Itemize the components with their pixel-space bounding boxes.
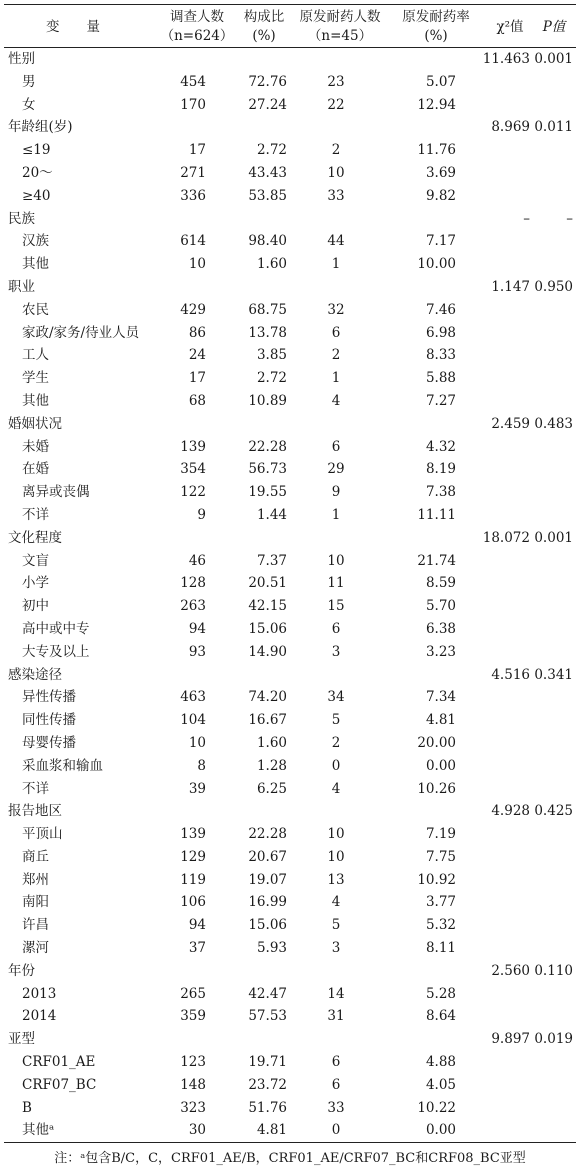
category-label: 汉族	[22, 233, 49, 250]
table-row	[4, 732, 576, 755]
surveyed-count: 139	[180, 826, 206, 843]
resistant-count: 0	[331, 1122, 341, 1139]
category-label: 异性传播	[22, 689, 76, 706]
surveyed-count: 429	[180, 301, 206, 318]
table-row	[4, 94, 576, 117]
table-row	[4, 367, 576, 390]
p-value: 0.019	[534, 1031, 573, 1048]
resistant-count: 6	[331, 1076, 341, 1093]
resistant-rate: 8.19	[425, 461, 456, 478]
surveyed-count: 17	[188, 142, 206, 159]
proportion-value: 7.37	[256, 552, 287, 569]
proportion-value: 15.06	[248, 620, 287, 637]
proportion-value: 1.60	[256, 256, 287, 273]
surveyed-count: 37	[188, 940, 206, 957]
p-value: 0.011	[534, 119, 573, 136]
table-row	[4, 914, 576, 937]
resistant-count: 10	[327, 826, 345, 843]
table-row	[4, 755, 576, 778]
p-value: 0.001	[534, 529, 573, 546]
group-label: 婚姻状况	[8, 415, 62, 432]
group-row	[4, 116, 576, 139]
p-value: 0.110	[534, 962, 573, 979]
p-value: 0.950	[534, 278, 573, 295]
chi-square-value: –	[523, 210, 530, 227]
resistant-rate: 7.75	[425, 848, 456, 865]
resistant-count: 11	[327, 575, 345, 592]
p-value: 0.483	[534, 415, 573, 432]
resistant-rate: 5.32	[425, 917, 456, 934]
table-row	[4, 709, 576, 732]
surveyed-count: 123	[180, 1054, 206, 1071]
resistant-count: 15	[327, 598, 345, 615]
table-row	[4, 1074, 576, 1097]
surveyed-count: 30	[188, 1122, 206, 1139]
proportion-value: 1.44	[256, 506, 287, 523]
category-label: 2013	[22, 985, 57, 1002]
surveyed-count: 8	[197, 757, 206, 774]
proportion-value: 53.85	[248, 187, 287, 204]
table-row	[4, 71, 576, 94]
surveyed-count: 106	[180, 894, 206, 911]
chi-square-value: 1.147	[491, 278, 530, 295]
surveyed-count: 354	[180, 461, 206, 478]
surveyed-count: 46	[188, 552, 206, 569]
resistant-count: 33	[327, 187, 345, 204]
surveyed-count: 24	[188, 347, 206, 364]
header-resistant-rate: 原发耐药率 (%)	[402, 9, 470, 44]
category-label: CRF07_BC	[22, 1076, 97, 1093]
category-label: 离异或丧偶	[22, 484, 90, 501]
surveyed-count: 68	[188, 392, 206, 409]
resistant-rate: 5.70	[425, 598, 456, 615]
proportion-value: 57.53	[248, 1008, 287, 1025]
surveyed-count: 170	[180, 96, 206, 113]
resistant-rate: 8.64	[425, 1008, 456, 1025]
resistant-count: 1	[331, 256, 341, 273]
category-label: 文盲	[22, 552, 49, 569]
resistant-rate: 0.00	[425, 1122, 456, 1139]
category-label: 工人	[22, 347, 49, 364]
surveyed-count: 122	[180, 484, 206, 501]
surveyed-count: 271	[180, 164, 206, 181]
surveyed-count: 10	[188, 256, 206, 273]
category-label: 小学	[22, 575, 49, 592]
resistant-rate: 9.82	[425, 187, 456, 204]
resistant-rate: 6.38	[425, 620, 456, 637]
table-row	[4, 618, 576, 641]
p-value: 0.425	[534, 803, 573, 820]
resistant-rate: 8.33	[425, 347, 456, 364]
surveyed-count: 263	[180, 598, 206, 615]
group-label: 职业	[8, 278, 35, 295]
resistant-count: 10	[327, 848, 345, 865]
surveyed-count: 265	[180, 985, 206, 1002]
proportion-value: 2.72	[256, 370, 287, 387]
resistant-count: 1	[331, 370, 341, 387]
surveyed-count: 128	[180, 575, 206, 592]
resistant-rate: 7.17	[425, 233, 456, 250]
resistant-count: 22	[327, 96, 345, 113]
surveyed-count: 359	[180, 1008, 206, 1025]
proportion-value: 74.20	[248, 689, 287, 706]
category-label: 其他	[22, 256, 49, 273]
table-row	[4, 139, 576, 162]
category-label: 2014	[22, 1008, 57, 1025]
table-row	[4, 322, 576, 345]
category-label: 母婴传播	[22, 734, 76, 751]
group-label: 年龄组(岁)	[8, 119, 73, 136]
footnote: 注：ᵃ包含B/C，C，CRF01_AE/B，CRF01_AE/CRF07_BC和CRF08_BC亚型	[54, 1151, 526, 1167]
table-row	[4, 846, 576, 869]
resistant-rate: 7.34	[425, 689, 456, 706]
table-row	[4, 299, 576, 322]
resistant-rate: 5.07	[425, 73, 456, 90]
resistant-count: 10	[327, 164, 345, 181]
category-label: ≤19	[22, 142, 51, 159]
resistant-count: 10	[327, 552, 345, 569]
resistant-count: 0	[331, 757, 341, 774]
chi-square-value: 2.459	[491, 415, 530, 432]
proportion-value: 19.07	[248, 871, 287, 888]
surveyed-count: 93	[188, 643, 206, 660]
surveyed-count: 323	[180, 1099, 206, 1116]
category-label: 南阳	[22, 894, 49, 911]
proportion-value: 98.40	[248, 233, 287, 250]
surveyed-count: 463	[180, 689, 206, 706]
group-label: 感染途径	[8, 666, 62, 683]
resistant-count: 4	[331, 894, 341, 911]
resistant-rate: 7.19	[425, 826, 456, 843]
table-row	[4, 436, 576, 459]
proportion-value: 27.24	[248, 96, 287, 113]
resistant-rate: 4.88	[425, 1054, 456, 1071]
chi-square-value: 2.560	[491, 962, 530, 979]
resistant-count: 9	[331, 484, 341, 501]
category-label: ≥40	[22, 187, 51, 204]
resistant-rate: 4.05	[425, 1076, 456, 1093]
resistant-count: 34	[327, 689, 345, 706]
category-label: 男	[22, 73, 36, 90]
resistant-count: 2	[331, 734, 341, 751]
surveyed-count: 17	[188, 370, 206, 387]
proportion-value: 42.15	[248, 598, 287, 615]
proportion-value: 22.28	[248, 438, 287, 455]
resistant-rate: 8.11	[425, 940, 456, 957]
surveyed-count: 139	[180, 438, 206, 455]
table-row	[4, 778, 576, 801]
resistant-rate: 3.23	[425, 643, 456, 660]
resistant-rate: 5.28	[425, 985, 456, 1002]
resistant-rate: 8.59	[425, 575, 456, 592]
resistant-count: 33	[327, 1099, 345, 1116]
surveyed-count: 129	[180, 848, 206, 865]
chi-square-value: 4.516	[491, 666, 530, 683]
resistant-rate: 3.77	[425, 894, 456, 911]
surveyed-count: 119	[180, 871, 206, 888]
group-row	[4, 413, 576, 436]
proportion-value: 20.67	[248, 848, 287, 865]
category-label: 高中或中专	[22, 620, 90, 637]
surveyed-count: 86	[188, 324, 206, 341]
category-label: 其他	[22, 392, 49, 409]
proportion-value: 4.81	[256, 1122, 287, 1139]
resistant-rate: 5.88	[425, 370, 456, 387]
group-row	[4, 664, 576, 687]
table-row	[4, 823, 576, 846]
category-label: 女	[22, 96, 36, 113]
table-row	[4, 162, 576, 185]
category-label: CRF01_AE	[22, 1054, 96, 1071]
chi-square-value: 8.969	[491, 119, 530, 136]
resistant-rate: 7.38	[425, 484, 456, 501]
header-resistant-count: 原发耐药人数 （n=45）	[299, 9, 381, 44]
table-row	[4, 390, 576, 413]
group-row	[4, 1028, 576, 1051]
resistant-count: 14	[327, 985, 345, 1002]
group-label: 民族	[8, 210, 35, 227]
table-row	[4, 344, 576, 367]
proportion-value: 10.89	[248, 392, 287, 409]
proportion-value: 72.76	[248, 73, 287, 90]
resistant-count: 3	[331, 643, 341, 660]
resistant-count: 4	[331, 392, 341, 409]
group-label: 文化程度	[8, 529, 62, 546]
table-row	[4, 504, 576, 527]
resistant-rate: 7.46	[425, 301, 456, 318]
resistant-rate: 3.69	[425, 164, 456, 181]
resistant-rate: 11.11	[417, 506, 456, 523]
proportion-value: 42.47	[248, 985, 287, 1002]
category-label: 采血浆和输血	[22, 757, 103, 774]
proportion-value: 3.85	[256, 347, 287, 364]
table-row	[4, 595, 576, 618]
category-label: 漯河	[22, 940, 49, 957]
category-label: 在婚	[22, 461, 49, 478]
proportion-value: 23.72	[248, 1076, 287, 1093]
table-row	[4, 458, 576, 481]
surveyed-count: 148	[180, 1076, 206, 1093]
surveyed-count: 104	[180, 712, 206, 729]
proportion-value: 5.93	[256, 940, 287, 957]
p-value: 0.341	[534, 666, 573, 683]
table-row	[4, 869, 576, 892]
proportion-value: 6.25	[256, 780, 287, 797]
resistant-count: 29	[327, 461, 345, 478]
table-row	[4, 1097, 576, 1120]
proportion-value: 14.90	[248, 643, 287, 660]
resistant-rate: 10.92	[417, 871, 456, 888]
p-value: 0.001	[534, 51, 573, 67]
p-value: –	[566, 210, 573, 227]
category-label: 不详	[22, 506, 49, 523]
resistant-rate: 11.76	[417, 142, 456, 159]
proportion-value: 16.99	[248, 894, 287, 911]
resistant-rate: 10.22	[417, 1099, 456, 1116]
resistant-count: 2	[331, 347, 341, 364]
resistant-rate: 4.81	[425, 712, 456, 729]
proportion-value: 43.43	[248, 164, 287, 181]
bottom-rule	[4, 1142, 576, 1143]
resistant-count: 13	[327, 871, 345, 888]
resistant-count: 2	[331, 142, 341, 159]
group-label: 性别	[8, 51, 35, 67]
table-row	[4, 230, 576, 253]
table-header	[4, 5, 576, 47]
resistant-rate: 21.74	[417, 552, 456, 569]
resistant-count: 5	[331, 917, 341, 934]
proportion-value: 15.06	[248, 917, 287, 934]
table-row	[4, 686, 576, 709]
table-row	[4, 1119, 576, 1142]
category-label: 平顶山	[22, 826, 63, 843]
resistant-rate: 10.00	[417, 256, 456, 273]
chi-square-value: 18.072	[482, 529, 530, 546]
group-row	[4, 527, 576, 550]
header-surveyed: 调查人数 （n=624）	[160, 9, 234, 44]
resistant-count: 6	[331, 620, 341, 637]
table-row	[4, 185, 576, 208]
surveyed-count: 94	[188, 620, 206, 637]
table-row	[4, 1051, 576, 1074]
proportion-value: 16.67	[248, 712, 287, 729]
resistant-rate: 6.98	[425, 324, 456, 341]
table-row	[4, 550, 576, 573]
group-row	[4, 800, 576, 823]
category-label: B	[22, 1099, 32, 1116]
category-label: 未婚	[22, 438, 49, 455]
proportion-value: 13.78	[248, 324, 287, 341]
resistant-count: 6	[331, 1054, 341, 1071]
group-label: 年份	[8, 962, 35, 979]
table-row	[4, 891, 576, 914]
group-row	[4, 208, 576, 231]
resistant-rate: 4.32	[425, 438, 456, 455]
chi-square-value: 4.928	[491, 803, 530, 820]
proportion-value: 51.76	[248, 1099, 287, 1116]
resistant-count: 4	[331, 780, 341, 797]
table-row	[4, 937, 576, 960]
table-row	[4, 1005, 576, 1028]
proportion-value: 19.55	[248, 484, 287, 501]
surveyed-count: 10	[188, 734, 206, 751]
resistant-count: 6	[331, 438, 341, 455]
resistant-count: 5	[331, 712, 341, 729]
resistant-count: 31	[327, 1008, 345, 1025]
category-label: 家政/家务/待业人员	[22, 324, 140, 341]
resistant-rate: 7.27	[425, 392, 456, 409]
surveyed-count: 39	[188, 780, 206, 797]
category-label: 大专及以上	[22, 643, 90, 660]
header-proportion: 构成比 (%)	[243, 9, 285, 44]
proportion-value: 2.72	[256, 142, 287, 159]
category-label: 同性传播	[22, 712, 76, 729]
table-body	[4, 48, 576, 1142]
table-row	[4, 253, 576, 276]
resistant-count: 1	[331, 506, 341, 523]
table-row	[4, 481, 576, 504]
surveyed-count: 614	[180, 233, 206, 250]
resistant-rate: 0.00	[425, 757, 456, 774]
resistant-rate: 20.00	[417, 734, 456, 751]
proportion-value: 20.51	[248, 575, 287, 592]
header-variable: 变 量	[46, 19, 100, 35]
category-label: 其他ᵃ	[22, 1122, 55, 1139]
category-label: 商丘	[22, 848, 49, 865]
proportion-value: 56.73	[248, 461, 287, 478]
category-label: 不详	[22, 780, 49, 797]
resistant-count: 3	[331, 940, 341, 957]
surveyed-count: 94	[188, 917, 206, 934]
group-row	[4, 48, 576, 71]
category-label: 学生	[22, 370, 49, 387]
surveyed-count: 336	[180, 187, 206, 204]
table-row	[4, 641, 576, 664]
resistant-rate: 12.94	[417, 96, 456, 113]
category-label: 20～	[22, 164, 53, 181]
surveyed-count: 9	[197, 506, 206, 523]
proportion-value: 1.60	[256, 734, 287, 751]
proportion-value: 1.28	[256, 757, 287, 774]
header-p-value: P值	[542, 19, 566, 35]
data-table	[4, 4, 576, 1166]
category-label: 农民	[22, 301, 49, 318]
chi-square-value: 9.897	[491, 1031, 530, 1048]
resistant-count: 6	[331, 324, 341, 341]
resistant-count: 44	[327, 233, 345, 250]
group-row	[4, 960, 576, 983]
resistant-count: 23	[327, 73, 345, 90]
proportion-value: 22.28	[248, 826, 287, 843]
surveyed-count: 454	[180, 73, 206, 90]
group-label: 亚型	[8, 1031, 35, 1048]
group-label: 报告地区	[8, 803, 62, 820]
category-label: 郑州	[22, 871, 49, 888]
group-row	[4, 276, 576, 299]
header-chi-square: χ²值	[496, 19, 524, 35]
table-row	[4, 983, 576, 1006]
resistant-count: 32	[327, 301, 345, 318]
proportion-value: 68.75	[248, 301, 287, 318]
proportion-value: 19.71	[248, 1054, 287, 1071]
table-row	[4, 572, 576, 595]
resistant-rate: 10.26	[417, 780, 456, 797]
chi-square-value: 11.463	[482, 51, 530, 67]
category-label: 初中	[22, 598, 49, 615]
category-label: 许昌	[22, 917, 49, 934]
